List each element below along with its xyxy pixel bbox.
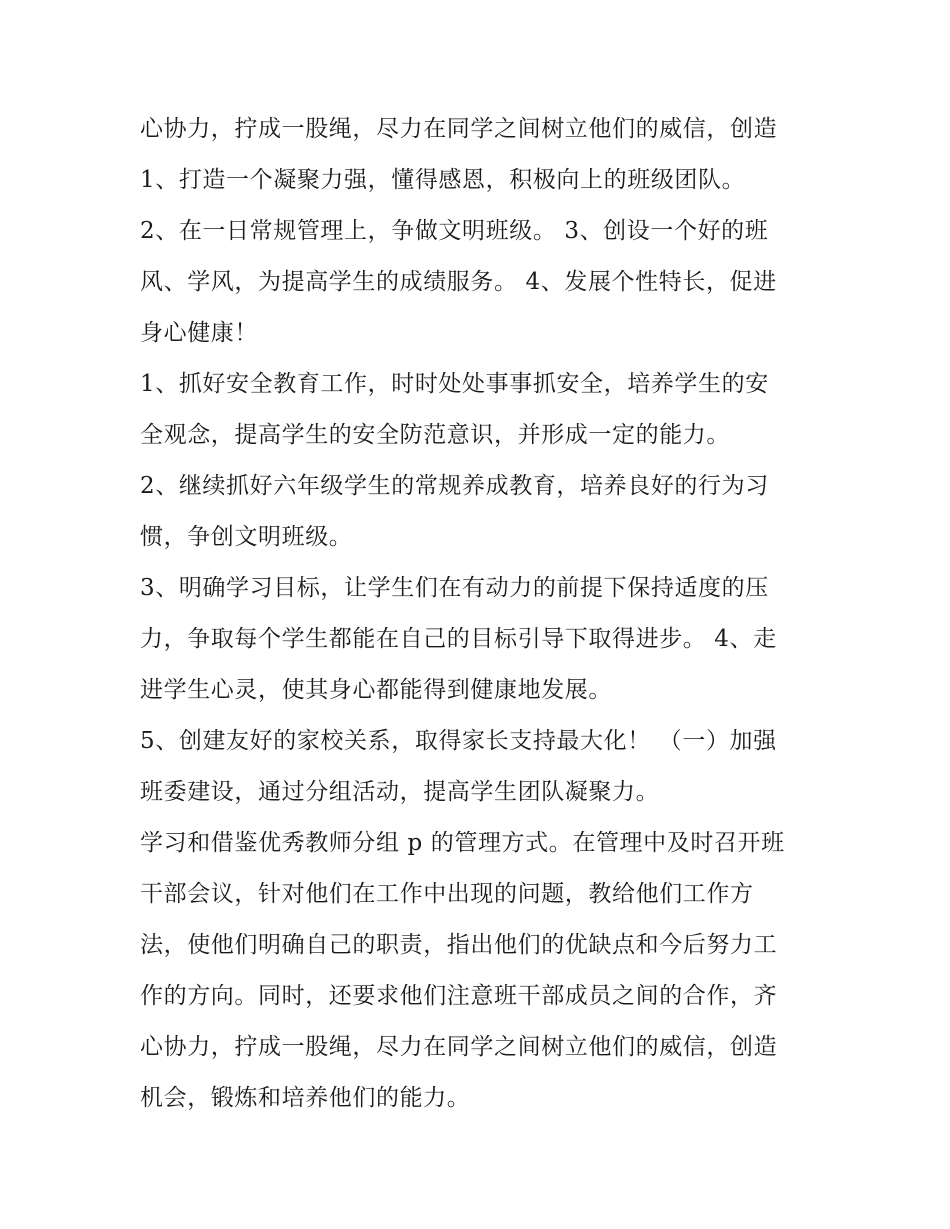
- text-line: 身心健康！: [140, 320, 258, 346]
- text-line: 1、抓好安全教育工作，时时处处事事抓安全，培养学生的安: [140, 371, 769, 397]
- text-line: 2、继续抓好六年级学生的常规养成教育，培养良好的行为习: [140, 473, 769, 499]
- text-line: 3、明确学习目标，让学生们在有动力的前提下保持适度的压: [140, 575, 769, 601]
- text-line: 5、创建友好的家校关系，取得家长支持最大化！ （一）加强: [140, 728, 777, 754]
- text-line: 机会，锻炼和培养他们的能力。: [140, 1085, 471, 1111]
- text-line: 力，争取每个学生都能在自己的目标引导下取得进步。 4、走: [140, 626, 777, 652]
- text-line: 学习和借鉴优秀教师分组 p 的管理方式。在管理中及时召开班: [140, 830, 785, 856]
- text-line: 全观念，提高学生的安全防范意识，并形成一定的能力。: [140, 422, 730, 448]
- text-line: 干部会议，针对他们在工作中出现的问题，教给他们工作方: [140, 881, 754, 907]
- text-line: 进学生心灵，使其身心都能得到健康地发展。: [140, 677, 612, 703]
- text-line: 心协力，拧成一股绳，尽力在同学之间树立他们的威信，创造: [140, 116, 778, 142]
- text-line: 风、学风，为提高学生的成绩服务。 4、发展个性特长，促进: [140, 269, 777, 295]
- text-line: 惯，争创文明班级。: [140, 524, 353, 550]
- text-line: 法，使他们明确自己的职责，指出他们的优缺点和今后努力工: [140, 932, 778, 958]
- text-line: 作的方向。同时，还要求他们注意班干部成员之间的合作，齐: [140, 983, 778, 1009]
- text-line: 班委建设，通过分组活动，提高学生团队凝聚力。: [140, 779, 660, 805]
- document-body: [140, 104, 820, 1124]
- text-line: 2、在一日常规管理上，争做文明班级。 3、创设一个好的班: [140, 218, 769, 244]
- text-line: 1、打造一个凝聚力强，懂得感恩，积极向上的班级团队。: [140, 167, 746, 193]
- text-line: 心协力，拧成一股绳，尽力在同学之间树立他们的威信，创造: [140, 1034, 778, 1060]
